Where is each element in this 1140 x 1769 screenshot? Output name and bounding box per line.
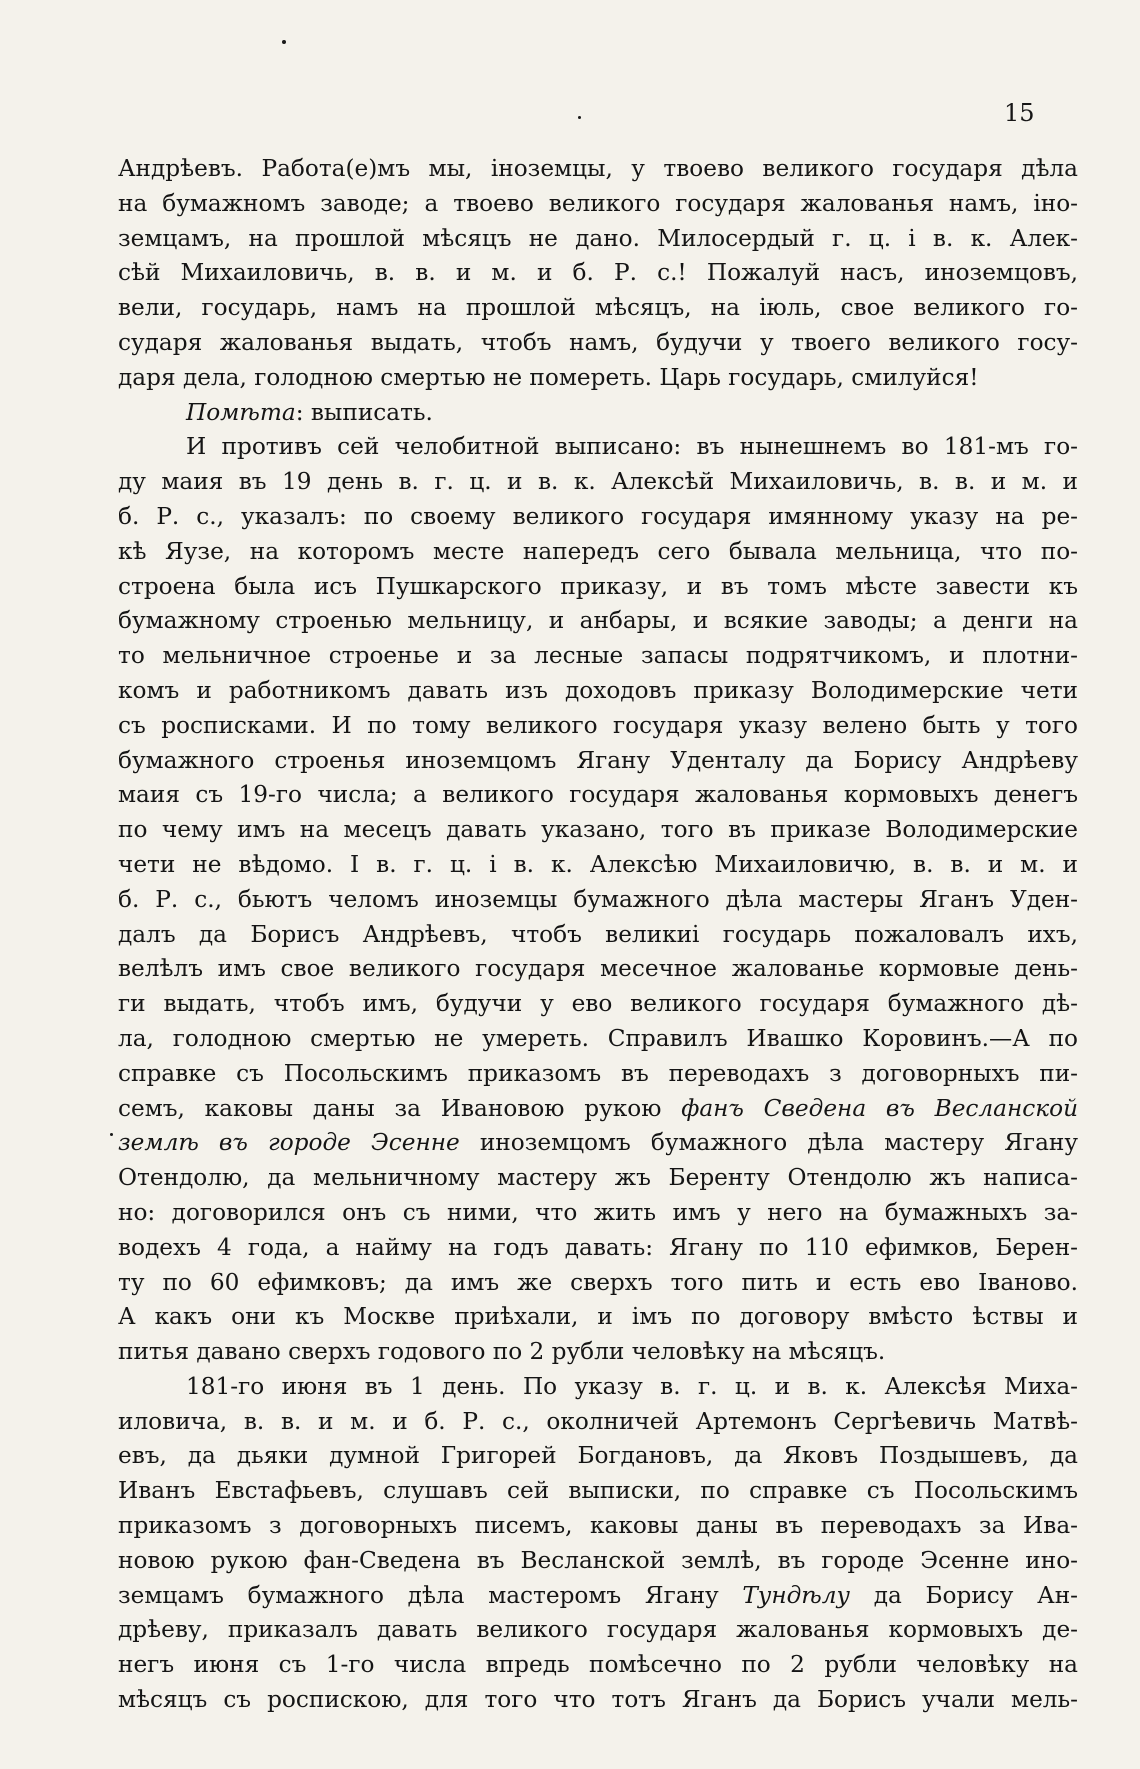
text-line: ту по 60 ефимковъ; да имъ же сверхъ того пить и есть ево Іваново. <box>118 1268 1078 1296</box>
text-line: А какъ они къ Москве приѣхали, и імъ по договору вмѣсто ѣствы и <box>118 1303 1078 1331</box>
pometa-label: Помѣта <box>186 398 296 426</box>
text-line: даря дела, голодною смертью не помереть. Царь государь, смилуйся! <box>118 363 979 391</box>
text-line: на бумажномъ заводе; а твоево великого государя жалованья намъ, іно- <box>118 189 1078 217</box>
text-line: сударя жалованья выдать, чтобъ намъ, будучи у твоего великого госу- <box>118 328 1078 356</box>
text-line: маия съ 19-го числа; а великого государя жалованья кормовыхъ денегъ <box>118 781 1078 809</box>
text-line: ги выдать, чтобъ имъ, будучи у ево великого государя бумажного дѣ- <box>118 990 1078 1018</box>
line-text: иноземцомъ бумажного дѣла мастеру Ягану <box>459 1129 1078 1157</box>
page-number: 15 <box>1004 99 1035 127</box>
text-line: справке съ Посольскимъ приказомъ въ переводахъ з договорныхъ пи- <box>118 1059 1078 1087</box>
body-text <box>118 152 1078 1718</box>
text-line: сѣй Михаиловичь, в. в. и м. и б. Р. с.! Пожалуй насъ, иноземцовъ, <box>118 259 1078 287</box>
text-line: комъ и работникомъ давать изъ доходовъ приказу Володимерские чети <box>118 676 1078 704</box>
text-line: дрѣеву, приказалъ давать великого государя жалованья кормовыхъ де- <box>118 1616 1078 1644</box>
text-line: по чему имъ на месецъ давать указано, того въ приказе Володимерские <box>118 816 1078 844</box>
text-line: велѣлъ имъ свое великого государя месечное жалованье кормовые день- <box>118 955 1078 983</box>
line-text: земцамъ бумажного дѣла мастеромъ Ягану <box>118 1581 719 1609</box>
text-line: съ росписками. И по тому великого государя указу велено быть у того <box>118 711 1078 739</box>
text-line: вели, государь, намъ на прошлой мѣсяцъ, на іюль, свое великого го- <box>118 294 1078 322</box>
text-line: ду маия въ 19 день в. г. ц. и в. к. Алексѣй Михаиловичь, в. в. и м. и <box>118 468 1078 496</box>
text-line: Отендолю, да мельничному мастеру жъ Беренту Отендолю жъ написа- <box>118 1164 1078 1192</box>
text-line: строена была исъ Пушкарского приказу, и въ томъ мѣсте завести къ <box>118 572 1078 600</box>
text-line: Иванъ Евстафьевъ, слушавъ сей выписки, по справке съ Посольскимъ <box>118 1477 1078 1505</box>
text-line: кѣ Яузе, на которомъ месте напередъ сего бывала мельница, что по- <box>118 537 1078 565</box>
mixed-line <box>118 1579 1078 1614</box>
ink-speck <box>578 116 581 119</box>
line-text: да Борису Ан- <box>849 1581 1078 1609</box>
italic-phrase: Тундѣлу <box>742 1581 850 1609</box>
ink-speck <box>110 1133 113 1136</box>
mixed-line <box>118 1126 1078 1161</box>
text-line: Андрѣевъ. Работа(е)мъ мы, іноземцы, у твоево великого государя дѣла <box>118 155 1078 182</box>
ink-speck <box>282 40 286 44</box>
text-line: чети не вѣдомо. І в. г. ц. і в. к. Алексѣю Михаиловичю, в. в. и м. и <box>118 850 1078 878</box>
text-line: приказомъ з договорныхъ писемъ, каковы даны въ переводахъ за Ива- <box>118 1512 1078 1540</box>
text-line: бумажному строенью мельницу, и анбары, и всякие заводы; а денги на <box>118 607 1078 635</box>
mixed-line <box>118 1092 1078 1127</box>
italic-phrase: землѣ въ городе Эсенне <box>118 1129 460 1157</box>
text-line: бумажного строенья иноземцомъ Ягану Уденталу да Борису Андрѣеву <box>118 746 1078 774</box>
italic-phrase: фанъ Сведена въ Весланской <box>681 1094 1079 1122</box>
text-line: иловича, в. в. и м. и б. Р. с., околничей Артемонъ Сергѣевичь Матвѣ- <box>118 1407 1078 1435</box>
text-line: далъ да Борисъ Андрѣевъ, чтобъ великиі государь пожаловалъ ихъ, <box>118 920 1078 948</box>
text-line: питья давано сверхъ годового по 2 рубли человѣку на мѣсяцъ. <box>118 1338 886 1366</box>
text-line: негъ июня съ 1-го числа впредь помѣсечно по 2 рубли человѣку на <box>118 1651 1078 1679</box>
line-text: семъ, каковы даны за Ивановою рукою <box>118 1094 662 1122</box>
text-line: И противъ сей челобитной выписано: въ нынешнемъ во 181-мъ го- <box>186 433 1078 461</box>
text-line: новою рукою фан-Сведена въ Весланской землѣ, въ городе Эсенне ино- <box>118 1546 1078 1574</box>
text-line: б. Р. с., бьютъ челомъ иноземцы бумажного дѣла мастеры Яганъ Уден- <box>118 885 1078 913</box>
text-line: евъ, да дьяки думной Григорей Богдановъ, да Яковъ Поздышевъ, да <box>118 1442 1078 1470</box>
text-line: 181-го июня въ 1 день. По указу в. г. ц. и в. к. Алексѣя Миха- <box>186 1372 1078 1400</box>
text-line: земцамъ, на прошлой мѣсяцъ не дано. Милосердый г. ц. і в. к. Алек- <box>118 224 1078 252</box>
text-line: мѣсяцъ съ роспискою, для того что тотъ Яганъ да Борисъ учали мель- <box>118 1686 1078 1714</box>
text-line: водехъ 4 года, а найму на годъ давать: Ягану по 110 ефимков, Берен- <box>118 1233 1078 1261</box>
pometa-text: : выписать. <box>295 398 433 426</box>
text-line: то мельничное строенье и за лесные запасы подрятчикомъ, и плотни- <box>118 642 1078 670</box>
pometa-line <box>118 396 1078 431</box>
text-line: б. Р. с., указалъ: по своему великого государя имянному указу на ре- <box>118 502 1078 530</box>
text-line: но: договорился онъ съ ними, что жить имъ у него на бумажныхъ за- <box>118 1198 1078 1226</box>
text-line: ла, голодною смертью не умереть. Справилъ Ивашко Коровинъ.—А по <box>118 1024 1078 1052</box>
